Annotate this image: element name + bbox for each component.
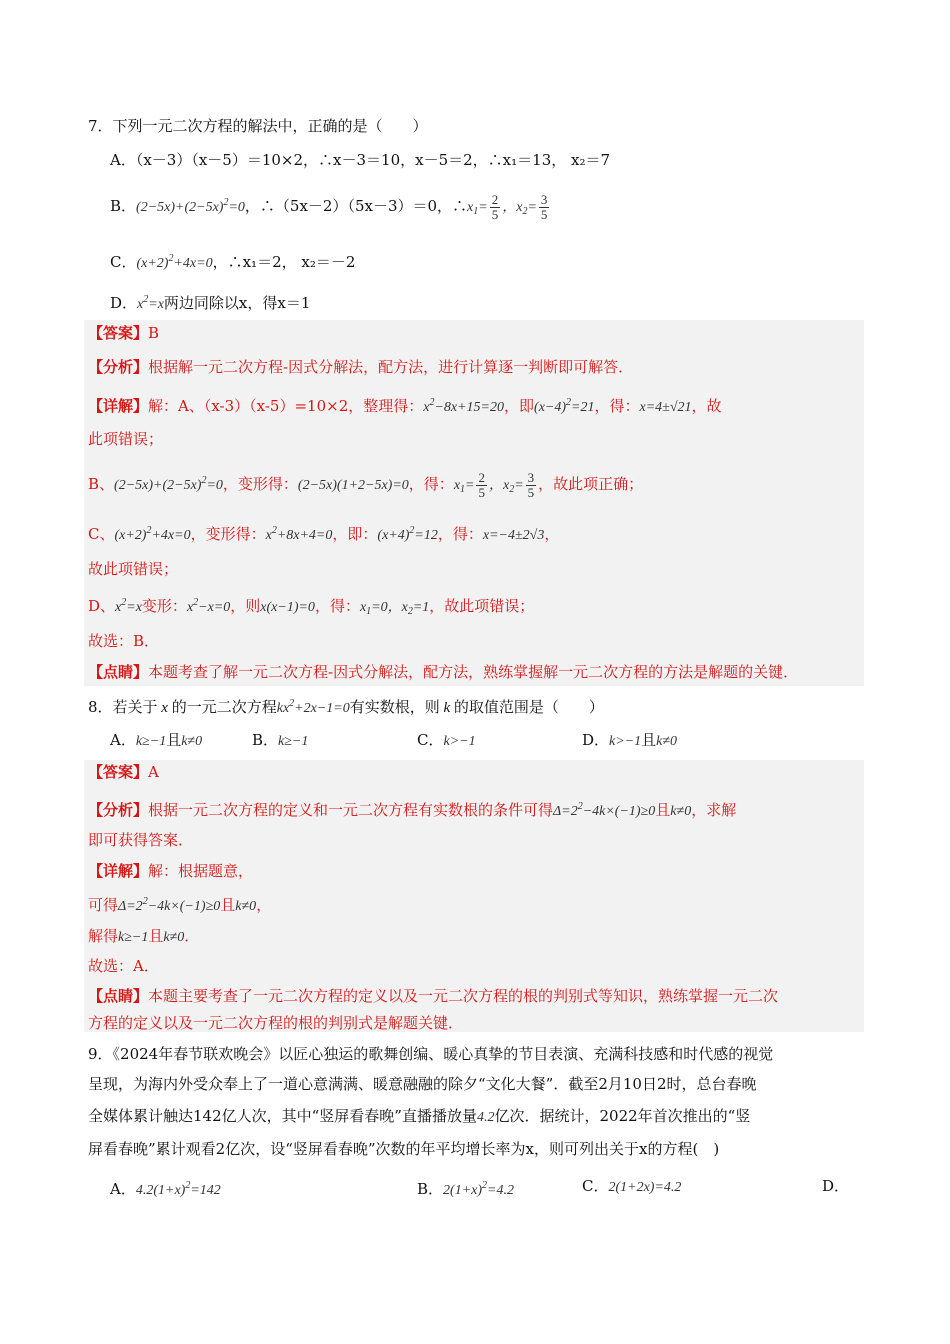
math-expression: 2(1+2x)=4.2 bbox=[608, 1180, 682, 1195]
q7-answer: 【答案】B bbox=[88, 324, 160, 342]
q7-option-b bbox=[110, 192, 551, 223]
math-expression: $x^2-8x+15=20$ bbox=[423, 397, 505, 415]
math-expression: k≠0 bbox=[235, 899, 257, 914]
math-expression: $4.2(1+x)^2=142$ bbox=[135, 1180, 221, 1198]
math-expression: $(x+4)^2=12$ bbox=[377, 525, 438, 543]
math-expression: k≠0 bbox=[670, 804, 692, 819]
math-expression: $\Delta=2^2-4k\times(-1)\ge 0$ bbox=[118, 896, 221, 914]
q8-detail: 【详解】解：根据题意， bbox=[88, 862, 254, 880]
q7-detail-a-cont: 此项错误； bbox=[88, 430, 164, 448]
math-expression: x=−4±2√3 bbox=[482, 528, 545, 543]
q8-analysis-cont: 即可获得答案． bbox=[88, 831, 194, 849]
math-expression: x(x−1)=0 bbox=[260, 600, 315, 615]
math-expression: $2(1+x)^2=4.2$ bbox=[443, 1180, 514, 1198]
math-expression: $kx^2+2x-1=0$ bbox=[276, 698, 350, 716]
q8-analysis: 【分析】根据一元二次方程的定义和一元二次方程有实数根的条件可得$\Delta=2^2-4k\times(-1)\ge 0$且k≠0，求解 bbox=[88, 801, 737, 819]
math-expression: $x^2+8x+4=0$ bbox=[265, 525, 333, 543]
q9-stem-line2: 呈现，为海内外受众奉上了一道心意满满、暖意融融的除夕“文化大餐”．截至2月10日2时，总台春晚 bbox=[88, 1075, 757, 1093]
q9-option-d: D． bbox=[822, 1177, 850, 1195]
q8-answer: 【答案】A bbox=[88, 763, 159, 781]
math-expression: k>−1 bbox=[609, 734, 642, 749]
q8-stem: 8．若关于 x 的一元二次方程$kx^2+2x-1=0$有实数根，则 k 的取值范围是（ ） bbox=[88, 698, 604, 716]
q7-option-c-text: ，∴x₁＝2， x₂＝－2 bbox=[212, 253, 356, 271]
math-expression: k≥−1 bbox=[278, 734, 309, 749]
q7-option-a: A．（x－3）（x－5）＝10×2，∴x－3＝10，x－5＝2，∴x₁＝13， x₂＝7 bbox=[110, 151, 611, 169]
q8-option-a: A．k≥−1且k≠0 bbox=[110, 731, 203, 749]
math-expression: $(x+2)^2+4x=0$ bbox=[136, 253, 213, 271]
q7-analysis: 【分析】根据解一元二次方程-因式分解法，配方法，进行计算逐一判断即可解答． bbox=[88, 358, 634, 376]
math-expression: $(x+2)^2+4x=0$ bbox=[114, 525, 191, 543]
math-expression: $x^2=x$ bbox=[137, 294, 164, 312]
math-expression: k≠0 bbox=[163, 930, 185, 945]
math-expression: $(2-5x)+(2-5x)^2=0$ bbox=[136, 197, 245, 215]
q9-stem-line3: 全媒体累计触达142亿人次，其中“竖屏看春晚”直播播放量4.2亿次．据统计，2022年首次推出的“竖 bbox=[88, 1107, 751, 1125]
q7-detail-c: C、$(x+2)^2+4x=0$，变形得：$x^2+8x+4=0$，即：$(x+4)^2=12$，得：x=−4±2√3， bbox=[88, 525, 560, 543]
math-expression: $\Delta=2^2-4k\times(-1)\ge 0$ bbox=[553, 801, 656, 819]
q7-option-b-text: ，∴（5x－2）（5x－3）＝0，∴ bbox=[244, 197, 468, 215]
math-expression: 4.2 bbox=[476, 1110, 495, 1125]
q7-option-c-label: C． bbox=[110, 253, 137, 271]
math-expression: k≥−1 bbox=[118, 930, 149, 945]
q8-comment: 【点睛】本题主要考查了一元二次方程的定义以及一元二次方程的根的判别式等知识，熟练掌握一元二次 bbox=[88, 987, 779, 1005]
math-expression: k≥−1 bbox=[135, 734, 167, 749]
q8-option-b: B．k≥−1 bbox=[252, 731, 309, 749]
q8-choose: 故选：A． bbox=[88, 957, 159, 975]
q7-detail-b: B、$(2-5x)+(2-5x)^2=0$，变形得：(2−5x)(1+2−5x)=0，得：$x_1=$ $\frac{2}{5}$ ，$x_2=$ $\frac{3}{5}$ ，故此项正确； bbox=[88, 470, 644, 501]
q7-stem: 7．下列一元二次方程的解法中，正确的是（ ） bbox=[88, 117, 428, 135]
q9-option-a: A．$4.2(1+x)^2=142$ bbox=[110, 1180, 221, 1198]
q7-option-b-label: B． bbox=[110, 197, 137, 215]
q8-option-c: C．k>−1 bbox=[417, 731, 476, 749]
q8-option-d: D．k>−1且k≠0 bbox=[582, 731, 678, 749]
q8-detail-2: 可得$\Delta=2^2-4k\times(-1)\ge 0$且k≠0， bbox=[88, 896, 272, 914]
math-expression: k≠0 bbox=[181, 734, 203, 749]
q8-comment-cont: 方程的定义以及一元二次方程的根的判别式是解题关键． bbox=[88, 1014, 464, 1032]
q8-detail-3: 解得k≥−1且k≠0． bbox=[88, 927, 200, 945]
math-expression: $x^2=x$ bbox=[115, 597, 142, 615]
q7-choose: 故选：B． bbox=[88, 632, 160, 650]
q7-detail-a: 【详解】解：A、（x-3）（x-5）=10×2，整理得：$x^2-8x+15=20$，即$(x-4)^2=21$，得：x=4±√21，故 bbox=[88, 397, 722, 415]
math-expression: x bbox=[157, 700, 172, 716]
math-expression: $(2-5x)+(2-5x)^2=0$ bbox=[114, 475, 223, 493]
q9-option-b: B．$2(1+x)^2=4.2$ bbox=[417, 1180, 514, 1198]
q7-option-d-text: 两边同除以x，得x＝1 bbox=[163, 294, 311, 312]
math-expression: k bbox=[439, 700, 454, 716]
q7-option-d-label: D． bbox=[110, 294, 138, 312]
q7-option-d bbox=[110, 289, 310, 316]
q7-option-c bbox=[110, 248, 355, 275]
q9-option-c: C．2(1+2x)=4.2 bbox=[582, 1177, 682, 1195]
math-expression: x=4±√21 bbox=[639, 400, 692, 415]
math-expression: $x_1=$ $\frac{2}{5}$ ，$x_2=$ $\frac{3}{5}$ bbox=[467, 192, 548, 223]
math-expression: k≠0 bbox=[656, 734, 678, 749]
q7-detail-d: D、$x^2=x$变形：$x^2-x=0$，则x(x−1)=0，得：$x_1=0$，$x_2=1$，故此项错误； bbox=[88, 597, 535, 617]
q7-detail-c-cont: 故此项错误； bbox=[88, 560, 179, 578]
math-expression: $x^2-x=0$ bbox=[186, 597, 231, 615]
math-expression: $x_1=0$，$x_2=1$ bbox=[359, 600, 430, 617]
q9-stem-line1: 9．《2024年春节联欢晚会》以匠心独运的歌舞创编、暖心真挚的节目表演、充满科技感和时代感的视觉 bbox=[88, 1045, 774, 1063]
q9-stem-line4: 屏看春晚”累计观看2亿次，设“竖屏看春晚”次数的年平均增长率为x，则可列出关于x的方程( ) bbox=[88, 1140, 720, 1158]
math-expression: $(x-4)^2=21$ bbox=[534, 397, 595, 415]
math-expression: (2−5x)(1+2−5x)=0 bbox=[297, 478, 409, 493]
q7-comment: 【点睛】本题考查了解一元二次方程-因式分解法，配方法，熟练掌握解一元二次方程的方法是解题的关键． bbox=[88, 663, 799, 681]
math-expression: $x_1=$ $\frac{2}{5}$ ，$x_2=$ $\frac{3}{5}$ bbox=[453, 470, 535, 501]
math-expression: k>−1 bbox=[443, 734, 476, 749]
